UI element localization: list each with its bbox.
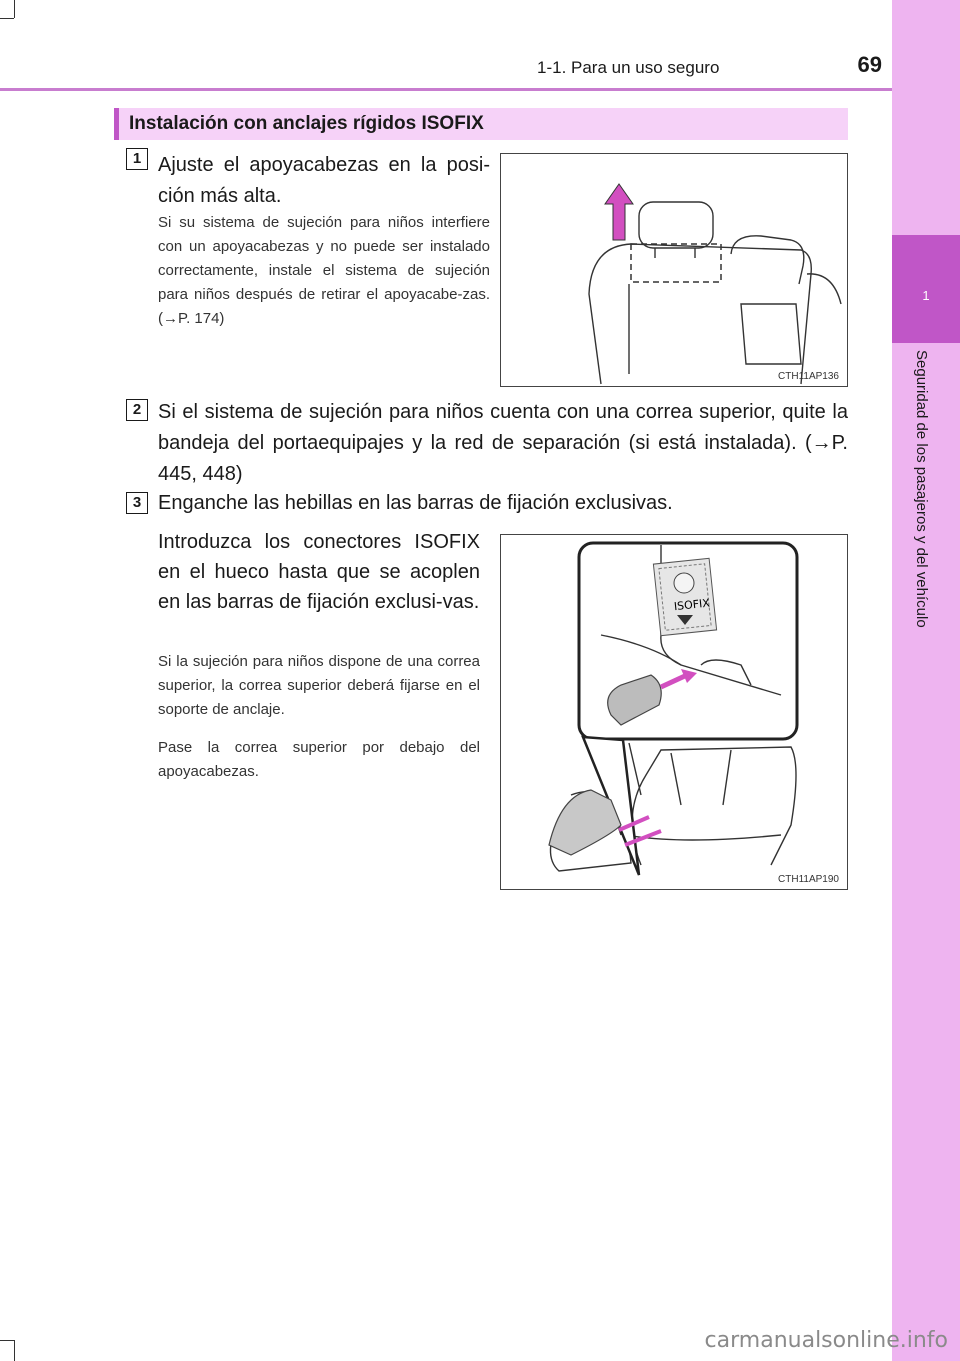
isofix-illustration <box>501 535 847 889</box>
chapter-number: 1 <box>922 288 930 303</box>
step-number-1: 1 <box>126 148 148 170</box>
step-3-subtext: Introduzca los conectores ISOFIX en el hueco hasta que se acoplen en las barras de fijación exclusi-vas. <box>158 531 480 613</box>
crop-mark <box>0 1340 14 1341</box>
step-1-note: Si su sistema de sujeción para niños interfiere con un apoyacabezas y no puede ser instalado correctamente, instale el sistema de sujeción para niños después de retirar el apoyacabe-zas. (→P. 174) <box>158 214 490 327</box>
crop-mark <box>14 1340 15 1361</box>
watermark: carmanualsonline.info <box>704 1328 948 1353</box>
crop-mark <box>0 18 14 19</box>
step-3-note-2: Pase la correa superior por debajo del apoyacabezas. <box>158 739 480 780</box>
step-number-2: 2 <box>126 399 148 421</box>
header-rule <box>0 88 892 91</box>
crop-mark <box>14 0 15 18</box>
section-title: Instalación con anclajes rígidos ISOFIX <box>129 113 484 134</box>
step-number-3: 3 <box>126 492 148 514</box>
headrest-figure <box>500 153 848 387</box>
step-3-note-1: Si la sujeción para niños dispone de una correa superior, la correa superior deberá fijarse en el soporte de anclaje. <box>158 653 480 718</box>
figure-code: CTH11AP136 <box>778 371 839 382</box>
isofix-figure <box>500 534 848 890</box>
figure-code: CTH11AP190 <box>778 874 839 885</box>
step-1-text: Ajuste el apoyacabezas en la posi-ción más alta. <box>158 154 490 207</box>
isofix-label: ISOFIX <box>673 596 711 614</box>
headrest-illustration <box>501 154 847 386</box>
chapter-title: Seguridad de los pasajeros y del vehículo <box>913 350 930 628</box>
section-heading <box>114 108 848 140</box>
step-2-text: Si el sistema de sujeción para niños cuenta con una correa superior, quite la bandeja del portaequipajes y la red de separación (si está instalada). (→P. 445, 448) <box>158 401 848 485</box>
page-number: 69 <box>857 52 882 77</box>
step-3-text: Enganche las hebillas en las barras de fijación exclusivas. <box>158 492 673 514</box>
running-header: 1-1. Para un uso seguro <box>537 58 720 77</box>
